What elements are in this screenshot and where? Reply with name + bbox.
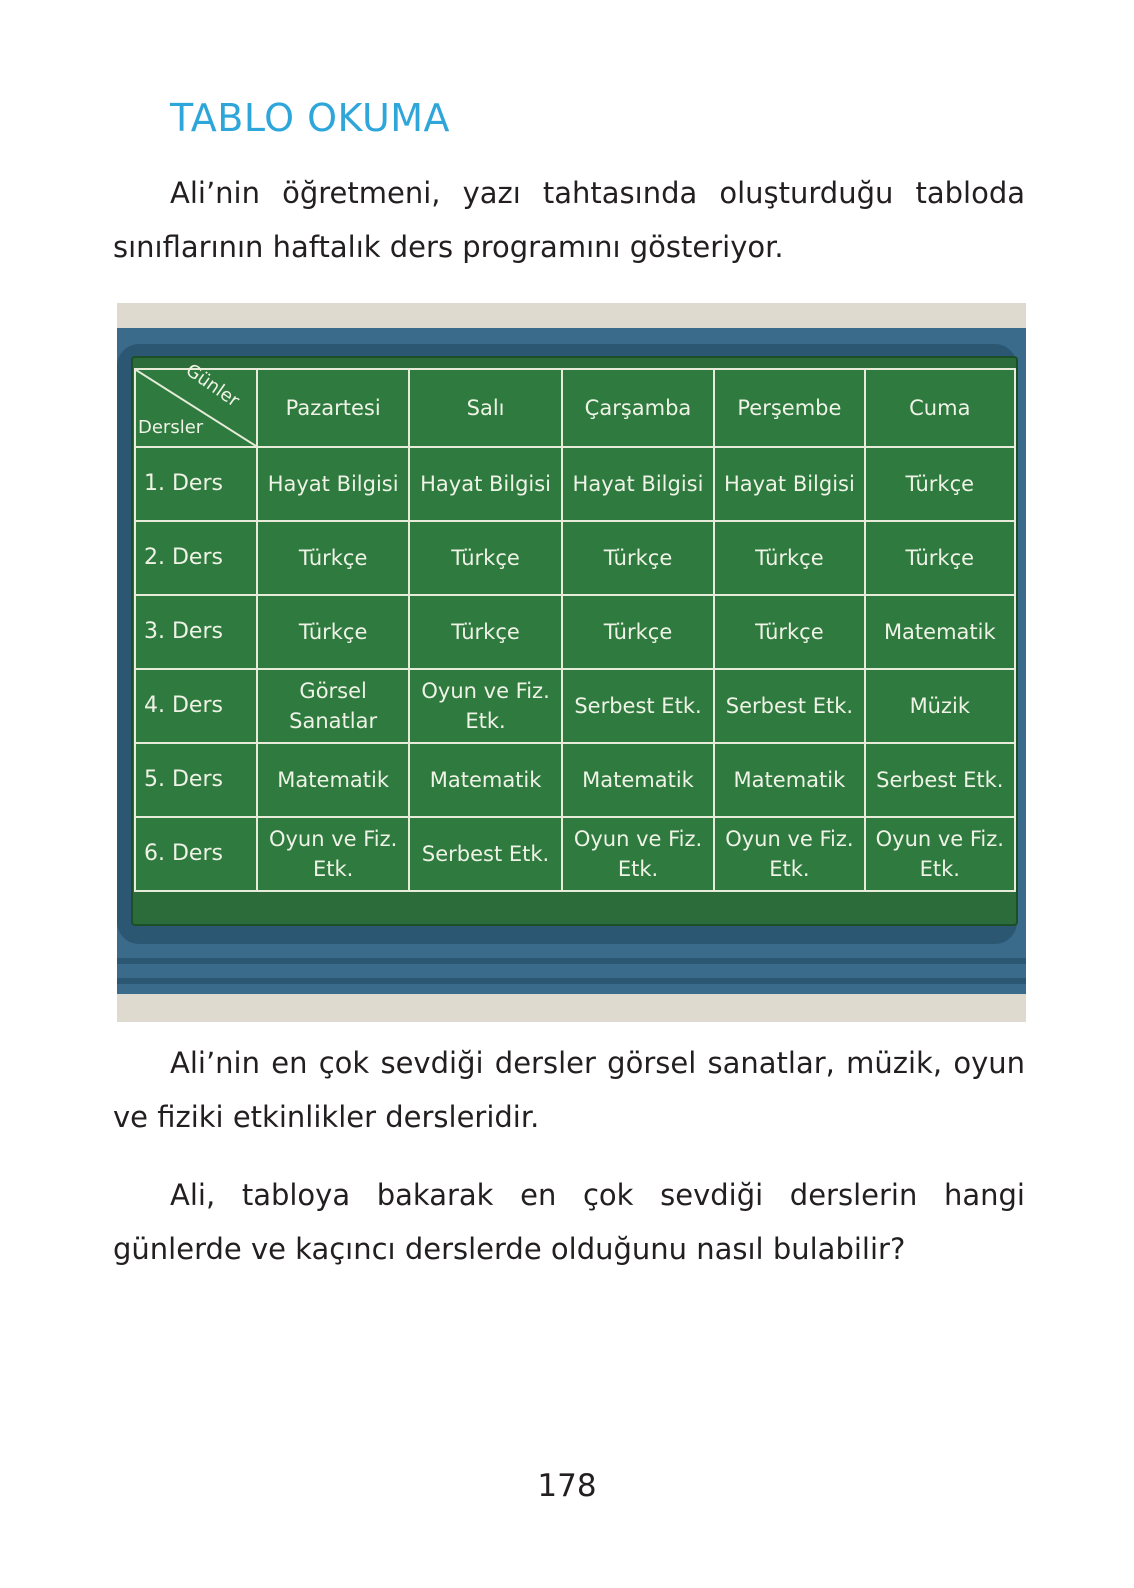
lesson-label: 4. Ders xyxy=(135,669,257,743)
table-cell: Müzik xyxy=(865,669,1015,743)
table-cell: Hayat Bilgisi xyxy=(257,447,409,521)
lesson-label: 5. Ders xyxy=(135,743,257,817)
table-cell: Hayat Bilgisi xyxy=(409,447,561,521)
table-cell: Oyun ve Fiz. Etk. xyxy=(257,817,409,891)
table-cell: Serbest Etk. xyxy=(865,743,1015,817)
table-cell: Türkçe xyxy=(257,595,409,669)
table-cell: Türkçe xyxy=(865,521,1015,595)
corner-cell xyxy=(135,359,257,447)
paragraph-question: Ali, tabloya bakarak en çok sevdiği derslerin hangi günlerde ve kaçıncı derslerde olduğunu nasıl bulabilir? xyxy=(113,1178,1025,1266)
table-cell: Matematik xyxy=(409,743,561,817)
table-cell: Serbest Etk. xyxy=(714,669,864,743)
page-number: 178 xyxy=(537,1468,597,1504)
day-header: Çarşamba xyxy=(562,369,714,447)
day-header: Perşembe xyxy=(714,369,864,447)
day-header: Salı xyxy=(409,369,561,447)
table-cell: Türkçe xyxy=(257,521,409,595)
table-row xyxy=(135,817,1015,891)
lesson-label: 2. Ders xyxy=(135,521,257,595)
lesson-label: 6. Ders xyxy=(135,817,257,891)
table-cell: Türkçe xyxy=(562,521,714,595)
table-cell: Serbest Etk. xyxy=(562,669,714,743)
schedule-table xyxy=(134,359,1016,892)
table-cell: Türkçe xyxy=(714,521,864,595)
table-cell: Serbest Etk. xyxy=(409,817,561,891)
table-cell: Oyun ve Fiz. Etk. xyxy=(714,817,864,891)
corner-lessons-label: Dersler xyxy=(138,417,204,438)
table-cell: Oyun ve Fiz. Etk. xyxy=(865,817,1015,891)
table-cell: Türkçe xyxy=(409,521,561,595)
table-cell: Matematik xyxy=(714,743,864,817)
table-cell: Matematik xyxy=(257,743,409,817)
table-cell: Görsel Sanatlar xyxy=(257,669,409,743)
table-cell: Matematik xyxy=(865,595,1015,669)
paragraph-favorites: Ali’nin en çok sevdiği dersler görsel sanatlar, müzik, oyun ve fiziki etkinlikler dersleridir. xyxy=(113,1046,1025,1134)
table-row xyxy=(135,743,1015,817)
corner-days-label: Günler xyxy=(181,359,243,412)
table-header-row xyxy=(135,369,1015,447)
page-title: TABLO OKUMA xyxy=(170,96,451,140)
table-cell: Türkçe xyxy=(562,595,714,669)
table-cell: Matematik xyxy=(562,743,714,817)
table-cell: Oyun ve Fiz. Etk. xyxy=(562,817,714,891)
lesson-label: 3. Ders xyxy=(135,595,257,669)
table-row xyxy=(135,595,1015,669)
table-cell: Türkçe xyxy=(714,595,864,669)
table-cell: Hayat Bilgisi xyxy=(562,447,714,521)
table-cell: Türkçe xyxy=(865,447,1015,521)
intro-paragraph: Ali’nin öğretmeni, yazı tahtasında oluşturduğu tabloda sınıflarının haftalık ders programını gösteriyor. xyxy=(113,176,1025,264)
board-ledge xyxy=(117,958,1026,964)
lesson-label: 1. Ders xyxy=(135,447,257,521)
board-ledge xyxy=(117,978,1026,984)
table-row xyxy=(135,447,1015,521)
table-cell: Oyun ve Fiz. Etk. xyxy=(409,669,561,743)
day-header: Pazartesi xyxy=(257,369,409,447)
table-row xyxy=(135,521,1015,595)
table-row xyxy=(135,669,1015,743)
day-header: Cuma xyxy=(865,369,1015,447)
table-cell: Hayat Bilgisi xyxy=(714,447,864,521)
table-cell: Türkçe xyxy=(409,595,561,669)
